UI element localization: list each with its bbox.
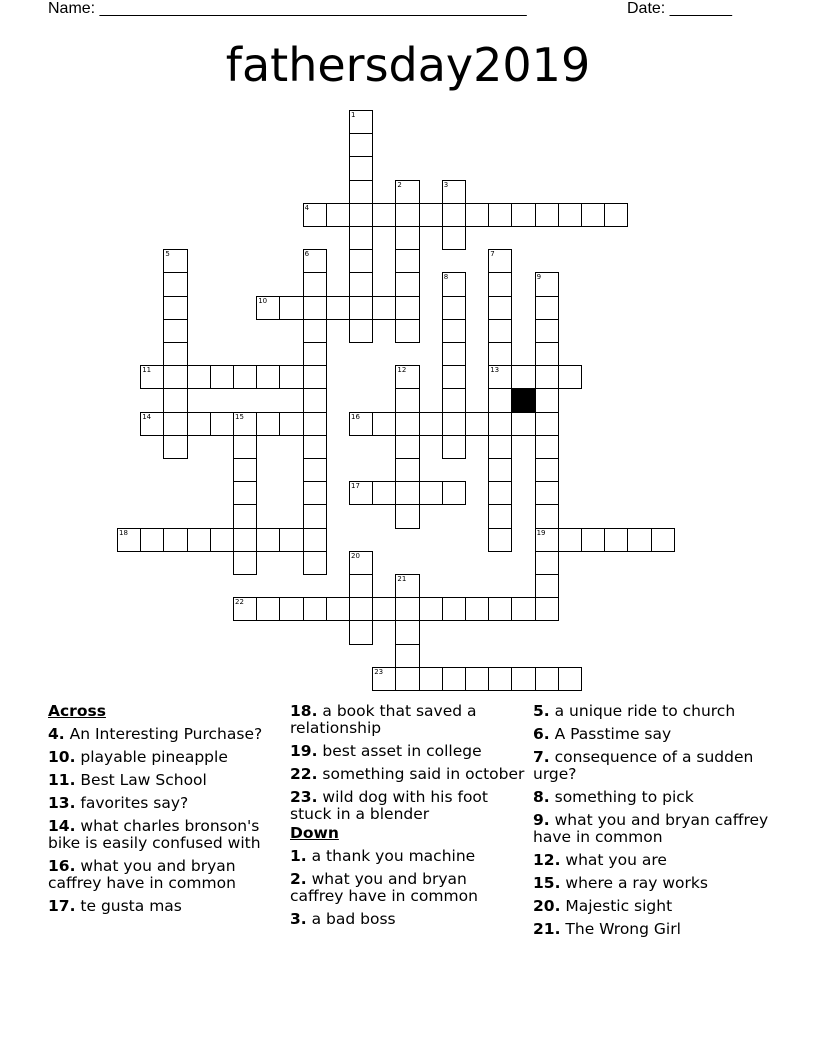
grid-cell[interactable] [442,296,466,320]
clue-down-8: 8. something to pick [533,788,694,806]
grid-cell[interactable] [256,412,280,436]
grid-cell[interactable] [163,528,187,552]
clue-across-10: 10. playable pineapple [48,748,228,766]
clue-down-2: 2. what you and bryan caffrey have in common [290,870,478,905]
grid-cell[interactable] [395,435,419,459]
grid-cell[interactable] [372,296,396,320]
grid-cell[interactable] [395,296,419,320]
grid-cell[interactable] [303,319,327,343]
grid-cell[interactable] [303,481,327,505]
grid-cell[interactable] [395,620,419,644]
grid-cell[interactable] [535,435,559,459]
grid-cell[interactable] [233,551,257,575]
cell-number: 3 [443,180,449,189]
grid-cell[interactable] [163,435,187,459]
grid-cell[interactable] [303,435,327,459]
grid-cell[interactable] [488,458,512,482]
cell-number: 11 [142,366,152,375]
grid-cell[interactable] [488,365,512,389]
grid-cell[interactable] [349,574,373,598]
grid-cell[interactable] [372,597,396,621]
grid-cell[interactable] [488,342,512,366]
grid-cell[interactable] [535,667,559,691]
grid-cell[interactable] [535,296,559,320]
grid-cell[interactable] [651,528,675,552]
grid-cell[interactable] [233,435,257,459]
grid-cell[interactable] [488,667,512,691]
grid-cell[interactable] [395,272,419,296]
grid-cell[interactable] [535,412,559,436]
grid-cell[interactable] [558,528,582,552]
grid-cell[interactable] [535,597,559,621]
grid-cell[interactable] [349,296,373,320]
grid-cell[interactable] [604,528,628,552]
clue-down-20: 20. Majestic sight [533,897,673,915]
grid-cell[interactable] [488,504,512,528]
clue-across-13: 13. favorites say? [48,794,189,812]
grid-cell[interactable] [465,667,489,691]
clue-down-7: 7. consequence of a sudden urge? [533,748,754,783]
grid-cell[interactable] [442,180,466,204]
grid-cell[interactable] [511,203,535,227]
grid-cell[interactable] [349,203,373,227]
grid-cell[interactable] [581,528,605,552]
grid-cell[interactable] [233,458,257,482]
cell-number: 12 [397,366,407,375]
date-field[interactable]: Date: _______ [627,0,732,17]
grid-cell[interactable] [535,481,559,505]
clue-across-17: 17. te gusta mas [48,897,182,915]
grid-cell[interactable] [535,458,559,482]
clue-down-15: 15. where a ray works [533,874,708,892]
grid-cell[interactable] [488,272,512,296]
grid-cell[interactable] [303,296,327,320]
cell-number: 22 [235,598,244,607]
grid-cell[interactable] [163,296,187,320]
grid-cell[interactable] [233,504,257,528]
grid-cell[interactable] [488,528,512,552]
grid-cell[interactable] [488,412,512,436]
grid-cell[interactable] [303,365,327,389]
grid-cell[interactable] [187,528,211,552]
grid-cell[interactable] [349,551,373,575]
grid-cell[interactable] [535,365,559,389]
grid-cell[interactable] [535,272,559,296]
clue-down-3: 3. a bad boss [290,910,396,928]
clue-across-22: 22. something said in october [290,765,525,783]
grid-cell[interactable] [488,319,512,343]
cell-number: 20 [351,551,360,560]
grid-cell[interactable] [395,481,419,505]
clue-column-1 [48,700,283,915]
grid-cell[interactable] [558,667,582,691]
grid-cell[interactable] [349,319,373,343]
cell-number: 18 [119,528,128,537]
grid-cell[interactable] [419,597,443,621]
grid-cell[interactable] [303,551,327,575]
grid-cell[interactable] [187,365,211,389]
grid-cell[interactable] [349,620,373,644]
grid-cell[interactable] [419,667,443,691]
clue-down-5: 5. a unique ride to church [533,702,736,720]
grid-cell[interactable] [442,412,466,436]
cell-number: 17 [351,482,360,491]
grid-cell[interactable] [488,296,512,320]
grid-cell[interactable] [488,249,512,273]
clue-across-23: 23. wild dog with his foot stuck in a blender [290,788,488,823]
clue-across-4: 4. An Interesting Purchase? [48,725,263,743]
cell-number: 7 [490,250,495,259]
clue-across-18: 18. a book that saved a relationship [290,702,477,737]
grid-cell[interactable] [442,365,466,389]
clue-down-12: 12. what you are [533,851,667,869]
grid-cell[interactable] [233,597,257,621]
blocked-cell [511,388,535,412]
cell-number: 14 [142,412,152,421]
grid-cell[interactable] [395,226,419,250]
grid-cell[interactable] [511,667,535,691]
down-heading: Down [290,824,339,842]
grid-cell[interactable] [465,412,489,436]
puzzle-title: fathersday2019 [225,38,591,92]
grid-cell[interactable] [210,412,234,436]
cell-number: 10 [258,296,268,305]
grid-cell[interactable] [163,319,187,343]
grid-cell[interactable] [140,365,164,389]
grid-cell[interactable] [511,412,535,436]
grid-cell[interactable] [303,504,327,528]
grid-cell[interactable] [488,435,512,459]
grid-cell[interactable] [395,180,419,204]
grid-cell[interactable] [256,365,280,389]
grid-cell[interactable] [233,365,257,389]
grid-cell[interactable] [395,249,419,273]
clue-column-2 [290,700,525,928]
grid-cell[interactable] [210,365,234,389]
grid-cell[interactable] [210,528,234,552]
grid-cell[interactable] [303,203,327,227]
grid-cell[interactable] [256,597,280,621]
grid-cell[interactable] [395,667,419,691]
cell-number: 13 [490,366,500,375]
grid-cell[interactable] [163,342,187,366]
grid-cell[interactable] [535,319,559,343]
name-field[interactable]: Name: ________________________________________________ [48,0,527,17]
grid-cell[interactable] [535,388,559,412]
grid-cell[interactable] [535,203,559,227]
grid-cell[interactable] [303,342,327,366]
cell-number: 9 [536,273,542,282]
grid-cell[interactable] [442,319,466,343]
grid-cell[interactable] [442,435,466,459]
grid-cell[interactable] [349,226,373,250]
grid-cell[interactable] [511,597,535,621]
clue-down-6: 6. A Passtime say [533,725,672,743]
grid-cell[interactable] [419,481,443,505]
grid-cell[interactable] [303,528,327,552]
grid-cell[interactable] [535,342,559,366]
grid-cell[interactable] [442,597,466,621]
grid-cell[interactable] [349,597,373,621]
grid-cell[interactable] [349,272,373,296]
cell-number: 4 [304,203,310,212]
cell-number: 15 [235,412,244,421]
cell-number: 5 [165,250,170,259]
grid-cell[interactable] [558,203,582,227]
grid-cell[interactable] [535,574,559,598]
grid-cell[interactable] [163,412,187,436]
grid-cell[interactable] [372,412,396,436]
grid-cell[interactable] [117,528,141,552]
grid-cell[interactable] [488,388,512,412]
grid-cell[interactable] [535,528,559,552]
grid-cell[interactable] [279,296,303,320]
grid-cell[interactable] [419,203,443,227]
grid-cell[interactable] [627,528,651,552]
grid-cell[interactable] [604,203,628,227]
grid-cell[interactable] [395,574,419,598]
clue-down-1: 1. a thank you machine [290,847,476,865]
grid-cell[interactable] [511,365,535,389]
grid-cell[interactable] [558,365,582,389]
grid-cell[interactable] [442,388,466,412]
grid-cell[interactable] [395,504,419,528]
grid-cell[interactable] [488,203,512,227]
grid-cell[interactable] [233,412,257,436]
grid-cell[interactable] [326,203,350,227]
grid-cell[interactable] [372,481,396,505]
grid-cell[interactable] [395,388,419,412]
clue-across-11: 11. Best Law School [48,771,207,789]
grid-cell[interactable] [256,296,280,320]
grid-cell[interactable] [395,412,419,436]
grid-cell[interactable] [349,249,373,273]
grid-cell[interactable] [303,272,327,296]
grid-cell[interactable] [303,412,327,436]
grid-cell[interactable] [372,203,396,227]
grid-cell[interactable] [395,597,419,621]
grid-cell[interactable] [349,180,373,204]
grid-cell[interactable] [187,412,211,436]
grid-cell[interactable] [442,226,466,250]
grid-cell[interactable] [349,412,373,436]
grid-cell[interactable] [233,481,257,505]
grid-cell[interactable] [349,481,373,505]
grid-cell[interactable] [465,597,489,621]
grid-cell[interactable] [279,597,303,621]
grid-cell[interactable] [303,597,327,621]
cell-number: 16 [351,412,360,421]
grid-cell[interactable] [303,388,327,412]
grid-cell[interactable] [442,667,466,691]
cell-number: 19 [536,528,546,537]
grid-cell[interactable] [395,203,419,227]
grid-cell[interactable] [326,296,350,320]
grid-cell[interactable] [442,481,466,505]
grid-cell[interactable] [163,249,187,273]
cell-number: 21 [397,575,407,583]
grid-cell[interactable] [279,412,303,436]
grid-cell[interactable] [488,597,512,621]
clue-down-21: 21. The Wrong Girl [533,920,681,938]
grid-cell[interactable] [419,412,443,436]
cell-number: 6 [304,250,310,259]
grid-cell[interactable] [395,319,419,343]
grid-cell[interactable] [349,110,373,134]
grid-cell[interactable] [465,203,489,227]
grid-cell[interactable] [326,597,350,621]
cell-number: 23 [374,667,384,676]
grid-cell[interactable] [395,365,419,389]
grid-cell[interactable] [279,528,303,552]
grid-cell[interactable] [163,272,187,296]
grid-cell[interactable] [163,365,187,389]
grid-cell[interactable] [395,644,419,668]
grid-cell[interactable] [163,388,187,412]
grid-cell[interactable] [488,481,512,505]
grid-cell[interactable] [303,249,327,273]
grid-cell[interactable] [535,551,559,575]
grid-cell[interactable] [349,133,373,157]
clue-across-19: 19. best asset in college [290,742,482,760]
grid-cell[interactable] [535,504,559,528]
grid-cell[interactable] [349,156,373,180]
grid-cell[interactable] [372,667,396,691]
grid-cell[interactable] [303,458,327,482]
grid-cell[interactable] [279,365,303,389]
grid-cell[interactable] [442,272,466,296]
clue-across-14: 14. what charles bronson's bike is easily confused with [48,817,261,852]
cell-number: 1 [351,111,356,119]
grid-cell[interactable] [442,203,466,227]
grid-cell[interactable] [256,528,280,552]
cell-number: 2 [397,180,402,189]
grid-cell[interactable] [395,458,419,482]
clue-column-3 [533,700,773,938]
grid-cell[interactable] [581,203,605,227]
grid-cell[interactable] [233,528,257,552]
across-heading: Across [48,702,106,720]
grid-cell[interactable] [140,412,164,436]
grid-cell[interactable] [140,528,164,552]
grid-cell[interactable] [442,342,466,366]
clue-down-9: 9. what you and bryan caffrey have in common [533,811,769,846]
cell-number: 8 [443,273,449,282]
clue-across-16: 16. what you and bryan caffrey have in common [48,857,236,892]
